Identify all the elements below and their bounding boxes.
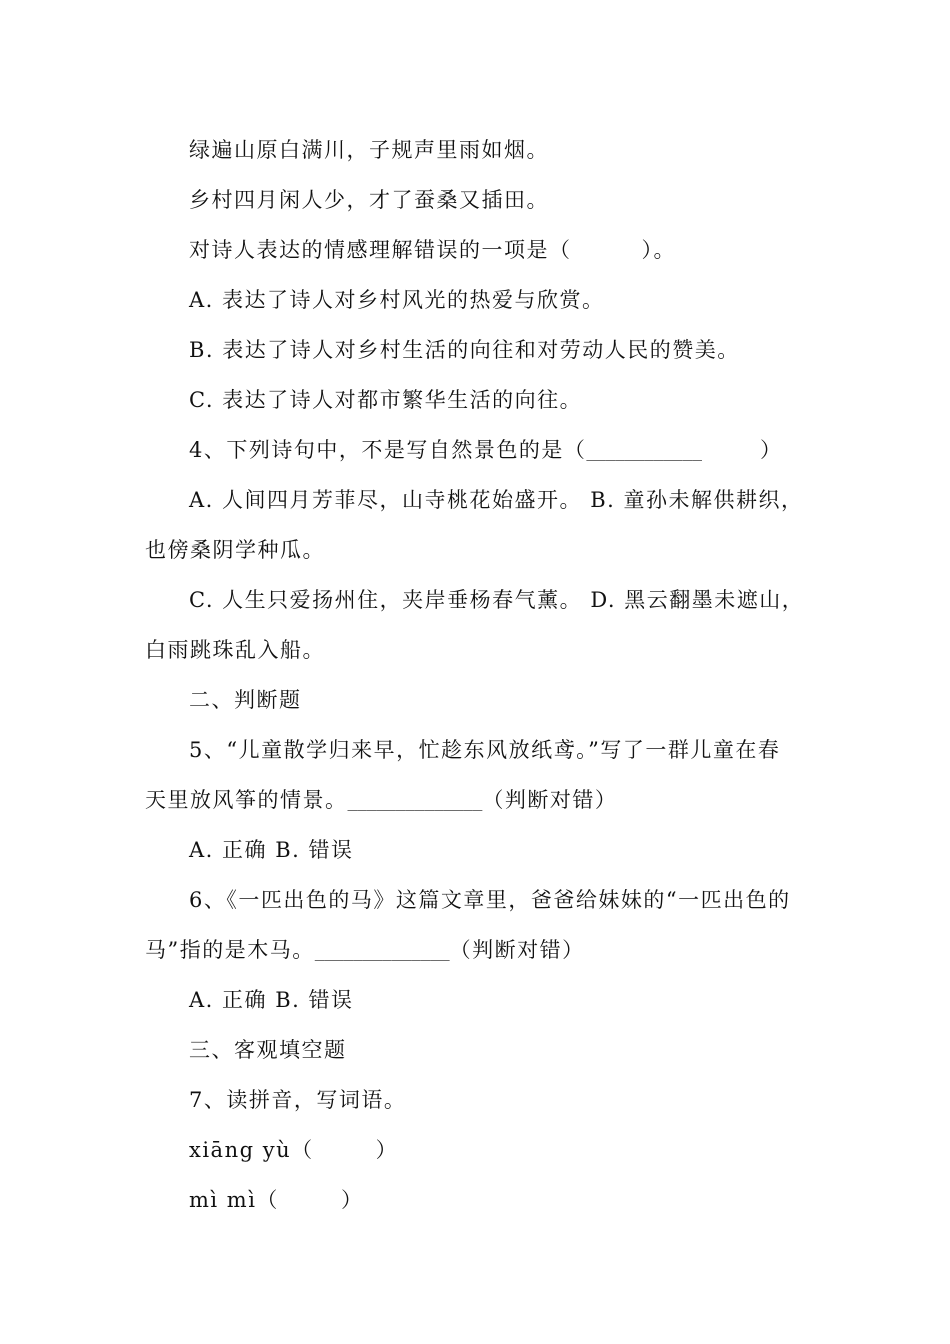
question-7-stem — [189, 1085, 406, 1115]
poem-line-1 — [189, 135, 549, 165]
question-4-answer-blank: ____________ — [586, 442, 702, 461]
question-6-line-1 — [189, 885, 791, 915]
question-6-line-2-text: 马”指的是木马。 — [145, 938, 315, 962]
section-3-heading — [189, 1035, 347, 1065]
question-3-option-a-text: A. 表达了诗人对乡村风光的热爱与欣赏。 — [189, 288, 605, 312]
question-5-line-2-text: 天里放风筝的情景。 — [145, 788, 348, 812]
question-5-line-2 — [145, 785, 617, 817]
question-3-option-b-text: B. 表达了诗人对乡村生活的向往和对劳动人民的赞美。 — [189, 338, 740, 362]
question-3-stem-end: ）。 — [641, 238, 676, 262]
question-5-options-text: A. 正确 B. 错误 — [189, 838, 354, 862]
question-3-option-c — [189, 385, 582, 415]
question-7-item-1-pinyin: xiāng yù（ — [189, 1138, 314, 1162]
question-7-item-1 — [189, 1135, 398, 1165]
question-5-options — [189, 835, 353, 865]
question-5-suffix: （判断对错） — [482, 788, 618, 812]
question-7-stem-text: 7、读拼音，写词语。 — [189, 1088, 407, 1112]
question-4-options-cd — [189, 585, 804, 615]
question-7-item-2-pinyin: mì mì（ — [189, 1188, 279, 1212]
question-4-options-cd-continued-text: 白雨跳珠乱入船。 — [145, 638, 325, 662]
question-4-options-ab-continued-text: 也傍桑阴学种瓜。 — [145, 538, 325, 562]
question-6-options-text: A. 正确 B. 错误 — [189, 988, 354, 1012]
question-4-options-ab-continued — [145, 535, 325, 565]
question-7-item-1-end: ） — [375, 1138, 399, 1162]
question-4-options-ab-text: A. 人间四月芳菲尽，山寺桃花始盛开。 B. 童孙未解供耕织， — [189, 488, 804, 512]
question-7-item-2-end: ） — [340, 1188, 364, 1212]
question-3-option-c-text: C. 表达了诗人对都市繁华生活的向往。 — [189, 388, 583, 412]
question-6-options — [189, 985, 353, 1015]
question-4-options-cd-continued — [145, 635, 325, 665]
question-4-stem-text: 4、下列诗句中，不是写自然景色的是（ — [189, 438, 587, 462]
question-5-line-1 — [189, 735, 780, 765]
poem-line-2 — [189, 185, 549, 215]
question-6-line-2 — [145, 935, 585, 967]
question-5-line-1-text: 5、“儿童散学归来早，忙趁东风放纸鸢。”写了一群儿童在春 — [189, 738, 781, 762]
question-3-option-a — [189, 285, 605, 315]
question-3-stem-text: 对诗人表达的情感理解错误的一项是（ — [189, 238, 572, 262]
question-6-suffix: （判断对错） — [449, 938, 585, 962]
section-3-title: 三、客观填空题 — [189, 1038, 347, 1062]
question-3-option-b — [189, 335, 740, 365]
section-2-title: 二、判断题 — [189, 688, 302, 712]
section-2-heading — [189, 685, 302, 715]
poem-line-2-text: 乡村四月闲人少，才了蚕桑又插田。 — [189, 188, 549, 212]
question-7-item-2 — [189, 1185, 363, 1215]
question-4-options-cd-text: C. 人生只爱扬州住，夹岸垂杨春气薰。 D. 黑云翻墨未遮山， — [189, 588, 805, 612]
question-4-stem-end: ） — [759, 438, 783, 462]
question-4-options-ab — [189, 485, 803, 515]
question-5-answer-blank: ______________ — [347, 792, 483, 811]
question-4-stem — [189, 435, 782, 467]
question-3-stem — [189, 235, 676, 265]
poem-line-1-text: 绿遍山原白满川，子规声里雨如烟。 — [189, 138, 549, 162]
question-6-line-1-text: 6、《一匹出色的马》这篇文章里，爸爸给妹妹的“一匹出色的 — [189, 888, 791, 912]
question-6-answer-blank: ______________ — [314, 942, 450, 961]
